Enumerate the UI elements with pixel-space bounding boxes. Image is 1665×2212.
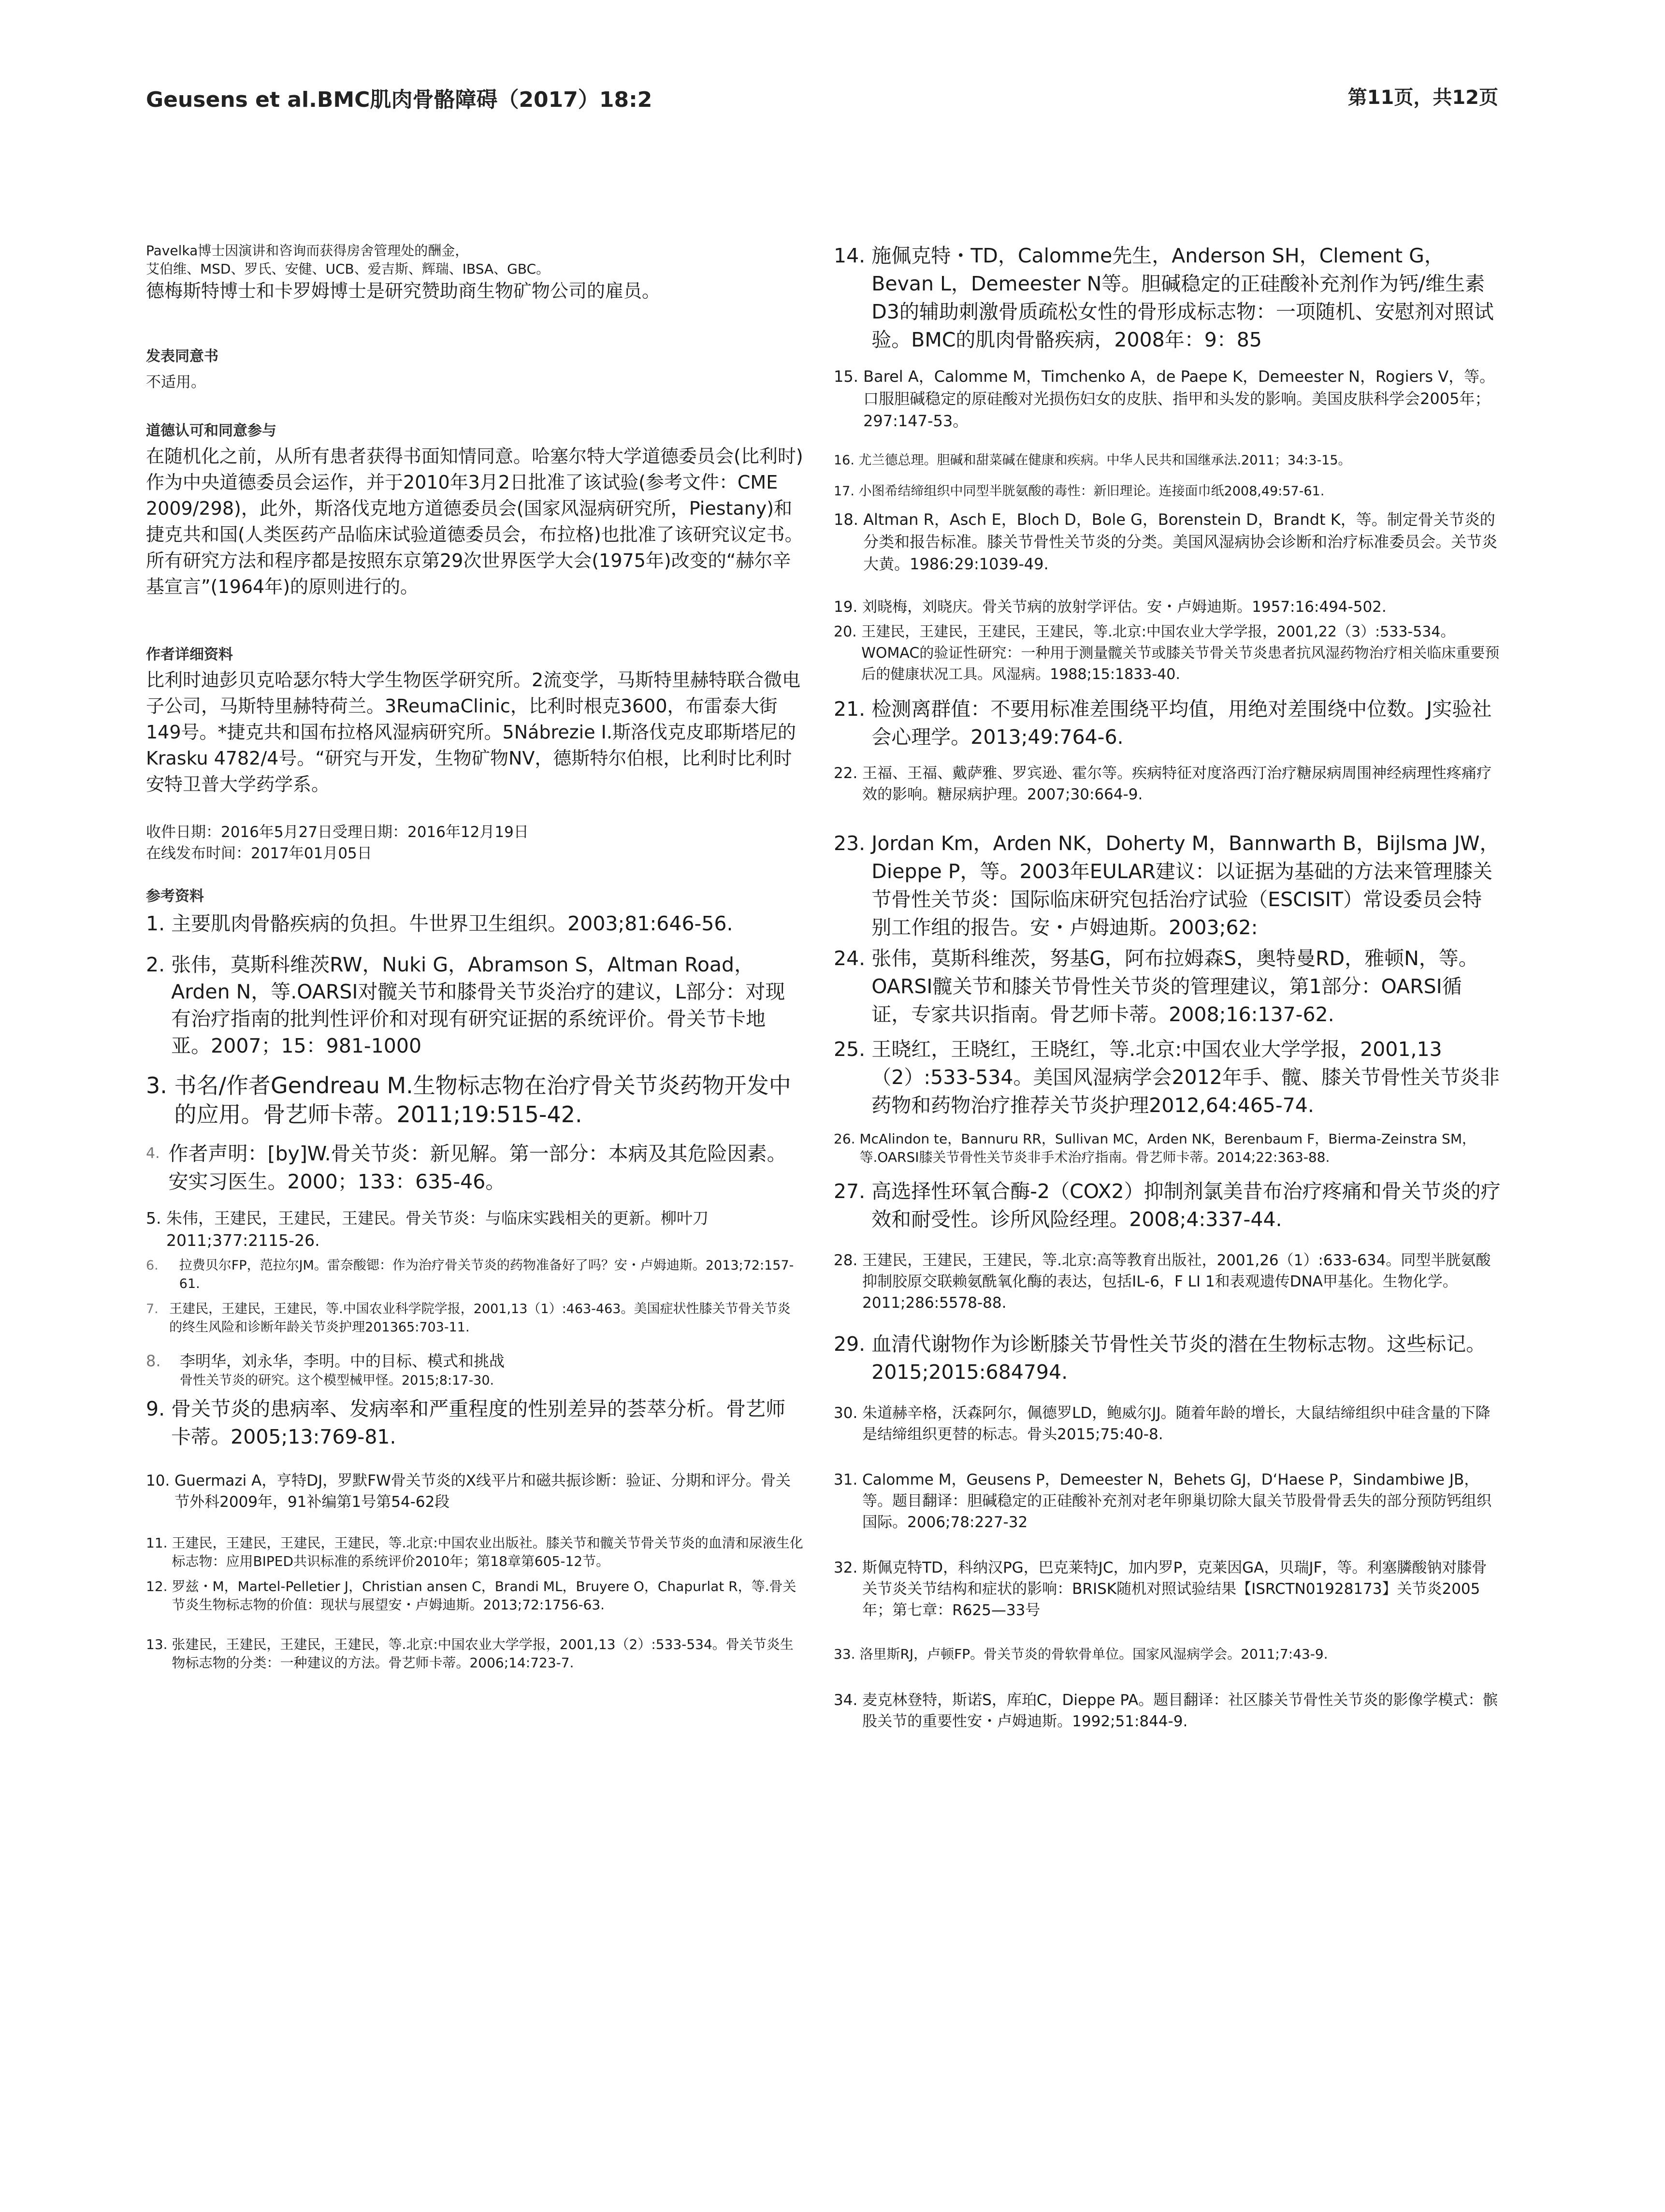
consent-section (146, 347, 803, 393)
running-header-citation: Geusens et al.BMC肌肉骨骼障碍（2017）18:2 (146, 87, 652, 112)
reference-item (834, 622, 1501, 685)
reference-text: 书名/作者Gendreau M.生物标志物在治疗骨关节炎药物开发中的应用。骨艺师卡蒂。2011;19:515-42. (174, 1072, 791, 1128)
reference-number: 14. (834, 244, 872, 267)
reference-text: 张建民，王建民，王建民，王建民，等.北京:中国农业大学学报，2001,13（2）:533-534。骨关节炎生物标志物的分类：一种建议的方法。骨艺师卡蒂。2006;14:723-7. (172, 1636, 794, 1671)
article-dates (146, 822, 803, 864)
reference-text: 检测离群值：不要用标准差围绕平均值，用绝对差围绕中位数。J实验社会心理学。2013;49:764-6. (871, 697, 1492, 749)
reference-item (146, 1372, 803, 1390)
reference-number: 10. (146, 1472, 175, 1489)
reference-number: 28. (834, 1252, 863, 1269)
reference-number: 4. (146, 1145, 160, 1162)
reference-number: 1. (146, 912, 172, 935)
reference-number: 29. (834, 1332, 872, 1356)
reference-text: 主要肌肉骨骼疾病的负担。牛世界卫生组织。2003;81:646-56. (171, 912, 733, 935)
reference-text: Altman R，Asch E，Bloch D，Bole G，Borenstein D，Brandt K，等。制定骨关节炎的分类和报告标准。膝关节骨性关节炎的分类。美国风湿病协会诊断和治疗标准委员会。关节炎大黄。1986:29:1039-49. (863, 510, 1498, 573)
author-heading: 作者详细资料 (146, 646, 233, 663)
reference-item (834, 695, 1501, 751)
reference-number: 5. (146, 1209, 166, 1228)
reference-number: 21. (834, 697, 872, 721)
reference-number: 15. (834, 367, 864, 386)
reference-number: 25. (834, 1038, 872, 1061)
reference-number: 17. (834, 484, 859, 499)
reference-text: McAlindon te，Bannuru RR，Sullivan MC，Arden NK，Berenbaum F，Bierma-Zeinstra SM，等.OARSI膝关节骨性关节炎非手术治疗指南。骨艺师卡蒂。2014;22:363-88. (859, 1131, 1476, 1165)
ethics-body: 在随机化之前，从所有患者获得书面知情同意。哈塞尔特大学道德委员会(比利时)作为中央道德委员会运作，并于2010年3月2日批准了该试验(参考文件：CME 2009/298)，此外，斯洛伐克地方道德委员会(国家风湿病研究所，Piestany)和捷克共和国(人类医药产品临床试验道德委员会，布拉格)也批准了该研究议定书。所有研究方法和程序都是按照东京第29次世界医学大会(1975年)改变的“赫尔辛基宣言”(1964年)的原则进行的。 (146, 446, 803, 597)
reference-number: 6. (146, 1258, 159, 1273)
reference-number: 18. (834, 510, 864, 529)
reference-text: 李明华，刘永华，李明。中的目标、模式和挑战 (180, 1352, 505, 1370)
reference-number: 34. (834, 1692, 863, 1709)
reference-item (146, 1395, 803, 1451)
reference-number: 27. (834, 1180, 872, 1203)
competing-line-2: 艾伯维、MSD、罗氏、安健、UCB、爱吉斯、辉瑞、IBSA、GBC。 (146, 261, 550, 277)
consent-heading: 发表同意书 (146, 348, 218, 365)
reference-item (146, 1300, 803, 1337)
reference-text: 王建民，王建民，王建民，王建民，等.北京:中国农业大学学报，2001,22（3）:533-534。WOMAC的验证性研究：一种用于测量髋关节或膝关节骨关节炎患者抗风湿药物治疗相关临床重要预后的健康状况工具。风湿病。1988;15:1833-40. (861, 623, 1500, 683)
reference-text: 洛里斯RJ，卢顿FP。骨关节炎的骨软骨单位。国家风湿病学会。2011;7:43-9. (859, 1646, 1328, 1662)
reference-item (834, 763, 1501, 805)
page-number: 第11页，共12页 (1347, 87, 1498, 109)
reference-text: Guermazi A，亨特DJ，罗默FW骨关节炎的X线平片和磁共振诊断：验证、分期和评分。骨关节外科2009年，91补编第1号第54-62段 (174, 1472, 791, 1511)
author-section (146, 646, 803, 797)
reference-text: 小图希结缔组织中同型半胱氨酸的毒性：新旧理论。连接面巾纸2008,49:57-61. (858, 484, 1325, 499)
reference-text: 王晓红，王晓红，王晓红，等.北京:中国农业大学学报，2001,13（2）:533-534。美国风湿病学会2012年手、髋、膝关节骨性关节炎非药物和药物治疗推荐关节炎护理2012,64:465-74. (871, 1038, 1500, 1117)
competing-line-1: Pavelka博士因演讲和咨询而获得房舍管理处的酬金， (146, 243, 469, 259)
reference-text: 骨性关节炎的研究。这个模型械甲怪。2015;8:17-30. (180, 1373, 494, 1388)
reference-number: 23. (834, 832, 872, 855)
received-dates: 收件日期：2016年5月27日受理日期：2016年12月19日 (146, 824, 529, 841)
competing-line-3: 德梅斯特博士和卡罗姆博士是研究赞助商生物矿物公司的雇员。 (146, 280, 661, 302)
reference-number: 20. (834, 623, 862, 640)
reference-item (146, 1140, 803, 1196)
reference-item (146, 1470, 803, 1513)
reference-number: 11. (146, 1535, 172, 1551)
reference-text: 麦克林登特，斯诺S，库珀C，Dieppe PA。题目翻译：社区膝关节骨性关节炎的影像学模式：髌股关节的重要性安・卢姆迪斯。1992;51:844-9. (862, 1692, 1498, 1730)
reference-number: 3. (146, 1072, 174, 1099)
reference-number: 7. (146, 1301, 159, 1316)
reference-item (146, 1071, 803, 1129)
reference-item (834, 1469, 1501, 1533)
reference-text: 骨关节炎的患病率、发病率和严重程度的性别差异的荟萃分析。骨艺师卡蒂。2005;13:769-81. (171, 1397, 786, 1448)
reference-text: 王建民，王建民，王建民，等.北京:高等教育出版社，2001,26（1）:633-634。同型半胱氨酸抑制胶原交联赖氨酰氧化酶的表达，包括IL-6，F LI 1和表观遗传DNA甲基化。生物化学。2011;286:5578-88. (862, 1252, 1491, 1312)
left-column (146, 242, 803, 1672)
reference-text: 王福、王福、戴萨雅、罗宾逊、霍尔等。疾病特征对度洛西汀治疗糖尿病周围神经病理性疼痛疗效的影响。糖尿病护理。2007;30:664-9. (862, 765, 1492, 803)
reference-item (834, 1130, 1501, 1167)
reference-text: 拉费贝尔FP，范拉尔JM。雷奈酸锶：作为治疗骨关节炎的药物准备好了吗？安・卢姆迪斯。2013;72:157-61. (179, 1258, 794, 1291)
reference-text: 高选择性环氧合酶-2（COX2）抑制剂氯美昔布治疗疼痛和骨关节炎的疗效和耐受性。诊所风险经理。2008;4:337-44. (871, 1180, 1501, 1231)
reference-number: 8. (146, 1352, 161, 1370)
reference-text: 刘晓梅，刘晓庆。骨关节病的放射学评估。安・卢姆迪斯。1957:16:494-502. (862, 598, 1387, 616)
reference-text: 张伟，莫斯科维茨，努基G，阿布拉姆森S，奥特曼RD，雅顿N，等。OARSI髋关节和膝关节骨性关节炎的管理建议，第1部分：OARSI循证，专家共识指南。骨艺师卡蒂。2008;16:137-62. (871, 947, 1478, 1026)
author-body: 比利时迪彭贝克哈瑟尔特大学生物医学研究所。2流变学，马斯特里赫特联合微电子公司，马斯特里赫特荷兰。3ReumaClinic，比利时根克3600，布雷泰大街149号。*捷克共和国布拉格风湿病研究所。5Nábrezie I.斯洛伐克皮耶斯塔尼的Krasku 4782/4号。“研究与开发，生物矿物NV，德斯特尔伯根，比利时比利时安特卫普大学药学系。 (146, 669, 801, 795)
reference-item (146, 1577, 803, 1614)
reference-item (834, 365, 1501, 432)
consent-body: 不适用。 (146, 374, 206, 391)
reference-number: 26. (834, 1131, 860, 1147)
reference-number: 24. (834, 947, 872, 970)
reference-number: 31. (834, 1471, 863, 1489)
reference-text: 斯佩克特TD，科纳汉PG，巴克莱特JC，加内罗P，克莱因GA，贝瑞JF，等。利塞膦酸钠对膝骨关节炎关节结构和症状的影响：BRISK随机对照试验结果【ISRCTN01928173】关节炎2005年；第七章：R625—33号 (862, 1559, 1487, 1619)
reference-text: 王建民，王建民，王建民，王建民，等.北京:中国农业出版社。膝关节和髋关节骨关节炎的血清和尿液生化标志物：应用BIPED共识标准的系统评价2010年；第18章第605-12节。 (172, 1535, 803, 1569)
reference-text: 血清代谢物作为诊断膝关节骨性关节炎的潜在生物标志物。这些标记。2015;2015:684794. (871, 1332, 1486, 1384)
right-column (834, 242, 1501, 1732)
reference-number: 13. (146, 1636, 172, 1652)
reference-number: 2. (146, 953, 172, 976)
reference-number: 30. (834, 1404, 863, 1422)
reference-item (834, 829, 1501, 941)
reference-item (834, 508, 1501, 575)
reference-text: 罗兹・M，Martel-Pelletier J，Christian ansen C，Brandi ML，Bruyere O，Chapurlat R，等.骨关节炎生物标志物的价值：现状与展望安・卢姆迪斯。2013;72:1756-63. (172, 1578, 796, 1613)
reference-number: 16. (834, 453, 859, 468)
reference-item (834, 482, 1501, 501)
reference-text: 朱道赫辛格，沃森阿尔，佩德罗LD，鲍威尔JJ。随着年龄的增长，大鼠结缔组织中硅含量的下降是结缔组织更替的标志。骨头2015;75:40-8. (862, 1404, 1491, 1443)
reference-number: 32. (834, 1559, 863, 1576)
reference-text: 王建民，王建民，王建民，等.中国农业科学院学报，2001,13（1）:463-463。美国症状性膝关节骨关节炎的终生风险和诊断年龄关节炎护理201365:703-11. (169, 1301, 791, 1335)
reference-number: 22. (834, 765, 863, 782)
reference-text: Barel A，Calomme M，Timchenko A，de Paepe K，Demeester N，Rogiers V，等。口服胆碱稳定的原硅酸对光损伤妇女的皮肤、指甲和头发的影响。美国皮肤科学会2005年；297:147-53。 (863, 367, 1495, 430)
ethics-heading: 道德认可和同意参与 (146, 422, 276, 439)
reference-item (834, 1557, 1501, 1621)
online-date: 在线发布时间：2017年01月05日 (146, 845, 372, 862)
reference-text: 朱伟，王建民，王建民，王建民。骨关节炎：与临床实践相关的更新。柳叶刀2011;377:2115-26. (166, 1209, 709, 1250)
reference-text: Calomme M，Geusens P，Demeester N，Behets GJ，D‘Haese P，Sindambiwe JB，等。题目翻译：胆碱稳定的正硅酸补充剂对老年卵巢切除大鼠关节股骨骨丢失的部分预防钙组织国际。2006;78:227-32 (862, 1471, 1492, 1531)
reference-item (834, 1645, 1501, 1663)
reference-item (834, 1402, 1501, 1445)
reference-text: 作者声明：[by]W.骨关节炎：新见解。第一部分：本病及其危险因素。安实习医生。2000；133：635-46。 (168, 1142, 787, 1193)
reference-item (834, 1035, 1501, 1119)
reference-number (146, 1372, 180, 1390)
reference-item (834, 1250, 1501, 1314)
reference-item (146, 1350, 803, 1372)
reference-item (146, 910, 803, 938)
reference-item (834, 596, 1501, 618)
reference-number: 9. (146, 1397, 172, 1420)
references-heading: 参考资料 (146, 888, 204, 905)
reference-item (834, 1690, 1501, 1732)
ethics-section (146, 422, 803, 600)
reference-item (146, 1635, 803, 1672)
reference-item (834, 242, 1501, 354)
reference-text: Jordan Km，Arden NK，Doherty M，Bannwarth B，Bijlsma JW，Dieppe P，等。2003年EULAR建议：以证据为基础的方法来管理膝关节骨性关节炎：国际临床研究包括治疗试验（ESCISIT）常设委员会特别工作组的报告。安・卢姆迪斯。2003;62: (871, 832, 1500, 939)
reference-number: 12. (146, 1578, 172, 1594)
reference-item (834, 944, 1501, 1028)
reference-item (834, 1330, 1501, 1386)
reference-item (146, 1257, 803, 1293)
reference-number: 19. (834, 598, 863, 616)
reference-item (834, 1177, 1501, 1233)
reference-text: 张伟，莫斯科维茨RW，Nuki G，Abramson S，Altman Road，Arden N，等.OARSI对髋关节和膝骨关节炎治疗的建议，L部分：对现有治疗指南的批判性评价和对现有研究证据的系统评价。骨关节卡地亚。2007；15：981-1000 (171, 953, 785, 1057)
reference-item (834, 451, 1501, 470)
reference-text: 施佩克特・TD，Calomme先生，Anderson SH，Clement G，Bevan L，Demeester N等。胆碱稳定的正硅酸补充剂作为钙/维生素D3的辅助刺激骨质疏松女性的骨形成标志物：一项随机、安慰剂对照试验。BMC的肌肉骨骼疾病，2008年：9：85 (871, 244, 1494, 351)
reference-item (146, 1534, 803, 1571)
reference-text: 尤兰德总理。胆碱和甜菜碱在健康和疾病。中华人民共和国继承法.2011；34:3-15。 (858, 453, 1351, 468)
reference-item (146, 1207, 803, 1252)
reference-number: 33. (834, 1646, 860, 1662)
references-left (146, 887, 803, 1672)
competing-interests (146, 242, 803, 304)
reference-item (146, 951, 803, 1059)
